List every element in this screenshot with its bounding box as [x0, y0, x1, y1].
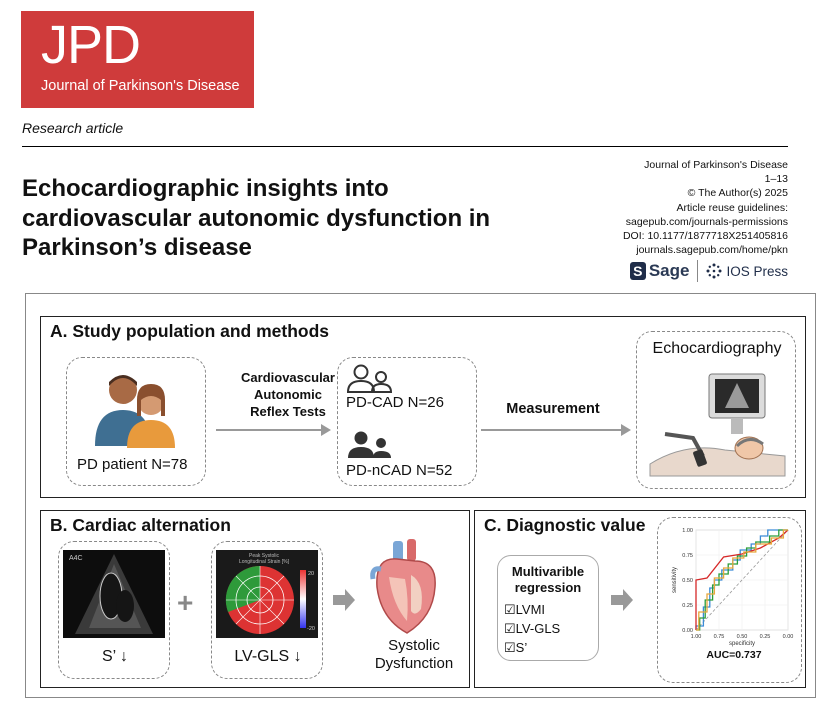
scale-min-label: -20 — [307, 626, 315, 632]
roc-x-tick-label: 1.00 — [690, 634, 702, 640]
regression-item — [504, 602, 545, 618]
publisher-logos — [630, 259, 788, 283]
regression-box — [497, 555, 599, 661]
regression-item — [504, 640, 527, 656]
roc-y-tick-label: 0.75 — [682, 553, 693, 559]
meta-reuse-link[interactable]: sagepub.com/journals-permissions — [625, 215, 788, 228]
echo-a4c-image — [63, 550, 165, 638]
regression-item-label: LV-GLS — [515, 621, 561, 636]
article-title: Echocardiographic insights into cardiovascular autonomic dysfunction in Parkinson’s disease — [22, 175, 491, 261]
echocardiography-label: Echocardiography — [652, 340, 782, 357]
meta-journal-link[interactable]: journals.sagepub.com/home/pkn — [636, 244, 788, 257]
arrow-to-echo-head — [621, 424, 631, 436]
groups-box — [337, 357, 477, 486]
panel-c-title: C. Diagnostic value — [484, 515, 646, 535]
publisher-divider — [697, 260, 698, 282]
roc-auc-label: AUC=0.737 — [706, 649, 762, 661]
tissue-doppler-box — [58, 541, 170, 679]
bullseye-strain-image — [216, 550, 318, 638]
ios-dots-icon — [706, 263, 722, 279]
arrow-to-groups-head — [321, 424, 331, 436]
checkbox-checked-icon: ☑ — [504, 640, 516, 655]
regression-item-label: S’ — [515, 640, 528, 655]
result-line-2: Dysfunction — [374, 655, 454, 672]
s-prime-text: S’ — [101, 648, 116, 665]
panel-study-population — [40, 316, 806, 498]
echocardiography-box — [636, 331, 796, 489]
regression-line-1: Multivarible — [511, 564, 585, 579]
a4c-tag: A4C — [69, 555, 83, 562]
panel-diagnostic-value — [474, 510, 806, 688]
roc-y-tick-label: 0.25 — [682, 603, 693, 609]
header-divider — [22, 146, 788, 147]
arrow-to-groups — [216, 429, 321, 431]
group-ncad-icon — [346, 430, 394, 460]
heart-illustration — [367, 539, 441, 635]
panel-a-title: A. Study population and methods — [50, 321, 330, 341]
sage-name: Sage — [648, 261, 690, 280]
ios-press-logo — [706, 263, 788, 279]
ios-press-name: IOS Press — [726, 263, 788, 279]
meta-copyright: © The Author(s) 2025 — [687, 187, 788, 200]
graphical-abstract — [25, 293, 816, 698]
journal-logo — [21, 11, 254, 108]
method-line-1: Cardiovascular — [241, 370, 335, 385]
logo-initials: JPD — [41, 15, 141, 75]
roc-x-tick-label: 0.00 — [782, 634, 794, 640]
strain-box — [211, 541, 323, 679]
lv-gls-text: LV-GLS — [234, 648, 290, 665]
checkbox-checked-icon: ☑ — [504, 602, 516, 617]
article-meta — [558, 158, 788, 257]
checkbox-checked-icon: ☑ — [504, 621, 516, 636]
roc-box — [657, 517, 802, 683]
right-arrow-icon — [609, 587, 635, 613]
strain-title-line1: Peak Systolic — [248, 553, 280, 559]
roc-x-tick-label: 0.25 — [759, 634, 771, 640]
plus-icon: + — [177, 587, 194, 618]
meta-journal: Journal of Parkinson's Disease — [644, 159, 788, 171]
roc-x-axis-label: specificity — [728, 641, 756, 647]
patients-label: PD patient N=78 — [77, 456, 188, 473]
group-cad-icon — [346, 364, 394, 394]
roc-y-tick-label: 0.00 — [682, 628, 693, 634]
group-cad-label: PD-CAD N=26 — [346, 394, 444, 411]
roc-y-tick-label: 1.00 — [682, 528, 693, 534]
roc-x-tick-label: 0.50 — [736, 634, 748, 640]
patients-icon — [85, 366, 189, 448]
meta-reuse-label: Article reuse guidelines: — [676, 201, 788, 214]
regression-item — [504, 621, 560, 637]
right-arrow-icon — [331, 587, 357, 613]
strain-title-line2: Longitudinal Strain [%] — [238, 559, 290, 565]
method-line-2: Autonomic — [254, 387, 322, 402]
meta-pages: 1–13 — [764, 173, 788, 186]
result-line-1: Systolic — [388, 637, 440, 654]
sage-logo — [630, 261, 690, 281]
echo-exam-illustration — [645, 364, 791, 484]
scale-max-label: 20 — [308, 571, 315, 577]
group-ncad-label: PD-nCAD N=52 — [346, 462, 453, 479]
article-type: Research article — [22, 120, 124, 136]
roc-curve-chart — [660, 520, 800, 682]
s-prime-label — [59, 648, 171, 666]
lv-gls-label — [212, 648, 324, 666]
sage-s-icon: S — [630, 262, 646, 280]
roc-y-tick-label: 0.50 — [682, 578, 693, 584]
method-line-3: Reflex Tests — [250, 404, 326, 419]
regression-line-2: regression — [514, 580, 582, 595]
panel-b-title: B. Cardiac alternation — [50, 515, 231, 535]
measurement-label: Measurement — [506, 401, 600, 417]
down-arrow-icon: ↓ — [293, 648, 302, 665]
meta-doi[interactable]: DOI: 10.1177/1877718X251405816 — [622, 230, 788, 243]
roc-x-tick-label: 0.75 — [713, 634, 725, 640]
down-arrow-icon: ↓ — [120, 648, 129, 665]
roc-y-axis-label: sensitivity — [672, 566, 678, 594]
panel-cardiac-alternation — [40, 510, 470, 688]
logo-journal-name: Journal of Parkinson's Disease — [41, 78, 240, 94]
arrow-to-echo — [481, 429, 621, 431]
patients-box — [66, 357, 206, 486]
regression-item-label: LVMI — [515, 602, 546, 617]
